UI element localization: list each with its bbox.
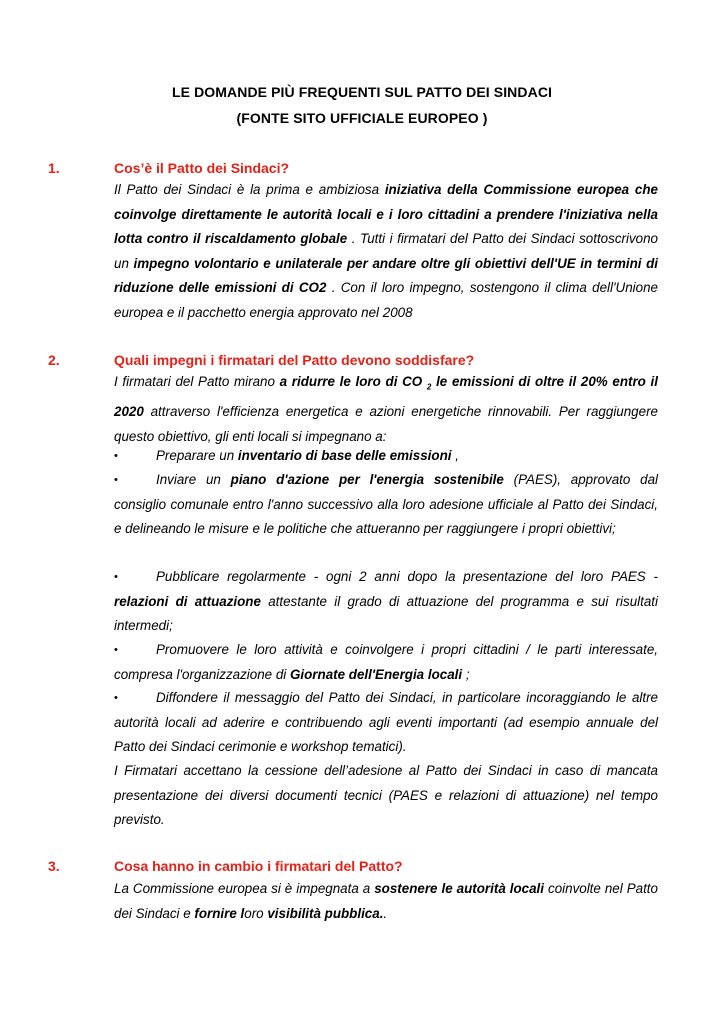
b1-b: inventario di base delle emissioni [237,448,452,463]
q1-text-b: iniziativa della Commissione europea che coinvolge direttamente le autorità locali e i loro cittadini a prendere l'iniziativa nella lotta contro il riscaldamento globale [114,182,658,246]
q2-bullet-4 [114,638,658,687]
q3-title: Cosa hanno in cambio i firmatari del Patto? [114,858,403,874]
q3-text-a: La Commissione europea si è impegnata a [114,881,375,896]
b4-c: ; [462,666,470,682]
b4-b: Giornate dell'Energia locali [289,666,463,682]
q3-text-b: sostenere le autorità locali [374,881,544,896]
q1-text-d: impegno volontario e unilaterale per andare oltre gli obiettivi dell'UE in termini di riduzione delle emissioni di CO2 [114,255,658,295]
b1-c: , [451,448,459,463]
q1-answer [114,178,658,325]
q1-text-c: . Tutti i firmatari del Patto dei Sindaci sottoscrivono un [114,231,658,271]
q2-intro-b: a ridurre le loro di CO [279,374,427,389]
bullet-3: • [114,571,118,583]
q3-text-e: oro [244,905,268,921]
q1-text-a: Il Patto dei Sindaci è la prima e ambiziosa [114,182,385,197]
q3-answer [114,877,658,926]
q2-bullet-3 [114,565,658,639]
q2-intro-sub: 2 [426,382,432,392]
q2-intro-d: attraverso l'efficienza energetica e azioni energetiche rinnovabili. Per raggiungere questo obiettivo, gli enti locali si impegnano a: [114,404,658,444]
b2-c: (PAES), approvato dal consiglio comunale entro l'anno successivo alla loro adesione ufficiale al Patto dei Sindaci, e delineando le misure e le politiche che attueranno per raggiungere i propri obiettivi; [114,472,658,536]
q3-text-f: visibilità pubblica. [267,905,384,921]
q1-text-e: . Con il loro impegno, sostengono il clima dell'Unione europea e il pacchetto energia approvato nel 2008 [114,280,658,320]
q2-intro [114,370,658,449]
bullet-4: • [114,644,118,656]
q2-title: Quali impegni i firmatari del Patto devono soddisfare? [114,352,475,368]
q3-text-c: coinvolte nel Patto dei Sindaci e [114,881,658,921]
q2-bullet-1 [114,444,658,469]
b4-a: Promuovere le loro attività e coinvolgere i propri cittadini / le parti interessate, compresa l'organizzazione di [114,642,658,682]
b3-c: attestante il grado di attuazione del programma e sui risultati intermedi; [114,593,658,633]
q2-bullet-5 [114,686,658,760]
bullet-2: • [114,474,118,486]
q2-intro-c: le emissioni di oltre il 20% entro il 2020 [114,374,658,420]
q2-intro-a: I firmatari del Patto mirano [114,374,280,389]
b5-text: Diffondere il messaggio del Patto dei Sindaci, in particolare incoraggiando le altre autorità locali ad aderire e contribuendo agli eventi importanti (ad esempio annuale del Patto dei Sindaci cerimonie e workshop tematici). [114,690,658,754]
q3-text-d: fornire l [194,905,245,921]
q3-number: 3. [48,858,60,874]
bullet-5: • [114,692,118,704]
b1-a: Preparare un [156,448,238,463]
q3-text-g: . [383,905,388,921]
b2-b: piano d'azione per l'energia sostenibile [230,472,504,487]
bullet-1: • [114,450,118,462]
q2-closing: I Firmatari accettano la cessione dell’adesione al Patto dei Sindaci in caso di mancata presentazione dei diversi documenti tecnici (PAES e relazioni di attuazione) nel tempo previsto. [114,763,658,827]
q1-title: Cos’è il Patto dei Sindaci? [114,160,290,176]
q1-number: 1. [48,160,60,176]
b3-b: relazioni di attuazione [114,593,261,609]
b3-a: Pubblicare regolarmente - ogni 2 anni dopo la presentazione del loro PAES - [156,569,658,584]
q2-number: 2. [48,352,60,368]
q2-bullet-2 [114,468,658,542]
document-title: LE DOMANDE PIÙ FREQUENTI SUL PATTO DEI SINDACI [171,84,553,100]
b2-a: Inviare un [156,472,231,487]
document-source: (FONTE SITO UFFICIALE EUROPEO ) [236,110,488,126]
